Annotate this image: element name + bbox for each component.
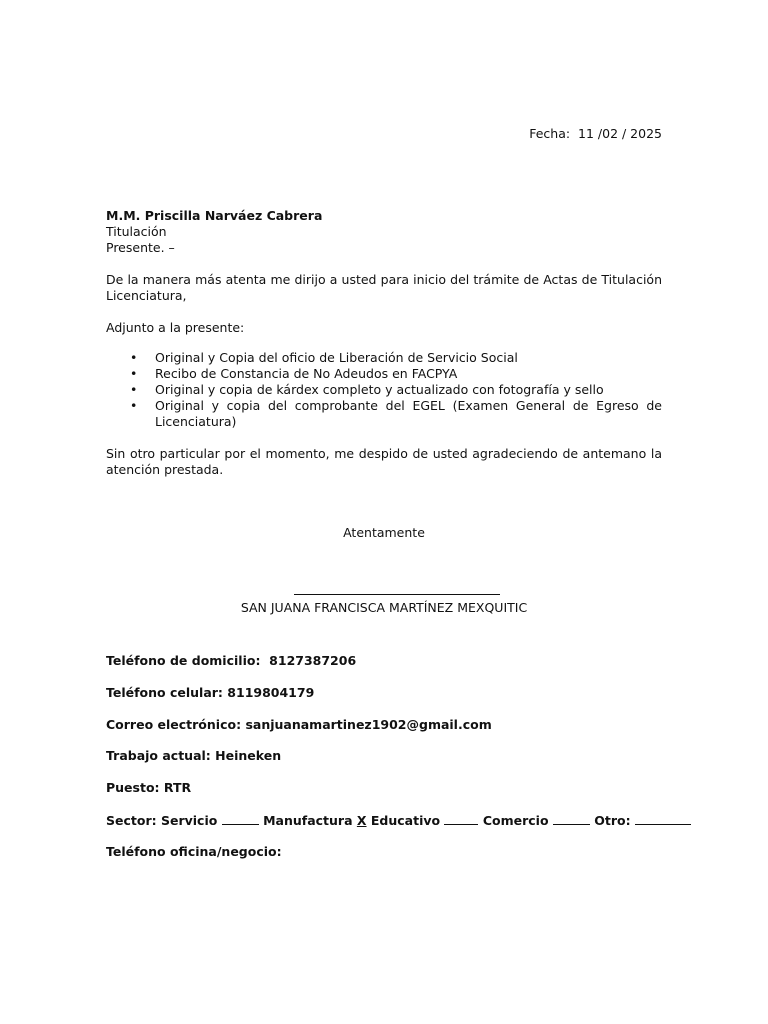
attachment-list-block bbox=[106, 350, 662, 430]
sector-servicio-blank bbox=[222, 812, 259, 825]
cell-phone-row bbox=[106, 685, 314, 701]
recipient-block bbox=[106, 208, 662, 256]
job-value: Heineken bbox=[215, 748, 282, 763]
office-phone-row bbox=[106, 844, 282, 860]
email-label: Correo electrónico: bbox=[106, 717, 242, 732]
position-row bbox=[106, 780, 191, 796]
position-label: Puesto: bbox=[106, 780, 160, 795]
email-row bbox=[106, 717, 492, 733]
position-value: RTR bbox=[163, 780, 192, 795]
sector-servicio: Servicio bbox=[160, 813, 218, 828]
office-phone-label: Teléfono oficina/negocio: bbox=[106, 844, 282, 859]
recipient-department: Titulación bbox=[106, 224, 167, 239]
job-label: Trabajo actual: bbox=[106, 748, 211, 763]
attachment-text: Recibo de Constancia de No Adeudos en FACPYA bbox=[155, 366, 458, 381]
attachment-list bbox=[106, 350, 662, 430]
sector-label: Sector: bbox=[106, 813, 157, 828]
list-item bbox=[106, 366, 662, 382]
list-item bbox=[106, 350, 662, 366]
sector-comercio: Comercio bbox=[482, 813, 549, 828]
email-value: sanjuanamartinez1902@gmail.com bbox=[245, 717, 492, 732]
cell-phone-label: Teléfono celular: bbox=[106, 685, 223, 700]
recipient-name: M.M. Priscilla Narváez Cabrera bbox=[106, 208, 323, 223]
cell-phone-value: 8119804179 bbox=[227, 685, 315, 700]
home-phone-label: Teléfono de domicilio: bbox=[106, 653, 261, 668]
home-phone-row bbox=[106, 653, 356, 669]
sector-otro: Otro: bbox=[594, 813, 631, 828]
bullet-icon: • bbox=[130, 398, 138, 413]
attachment-text: Original y Copia del oficio de Liberación de Servicio Social bbox=[155, 350, 518, 365]
signer-name: SAN JUANA FRANCISCA MARTÍNEZ MEXQUITIC bbox=[240, 600, 528, 615]
list-item bbox=[106, 382, 662, 398]
sector-educativo-blank bbox=[444, 812, 478, 825]
intro-paragraph: De la manera más atenta me dirijo a usted para inicio del trámite de Actas de Titulación Licenciatura, bbox=[106, 272, 662, 303]
job-row bbox=[106, 748, 281, 764]
attachment-text: Original y copia del comprobante del EGEL (Examen General de Egreso de Licenciatura) bbox=[155, 398, 662, 429]
bullet-icon: • bbox=[130, 366, 138, 381]
sector-otro-blank bbox=[635, 812, 691, 825]
list-item bbox=[106, 398, 662, 430]
attachment-text: Original y copia de kárdex completo y actualizado con fotografía y sello bbox=[155, 382, 604, 397]
sector-row bbox=[106, 812, 691, 829]
date-line: Fecha: 11 /02 / 2025 bbox=[529, 126, 662, 141]
attach-heading: Adjunto a la presente: bbox=[106, 320, 245, 335]
closing-paragraph: Sin otro particular por el momento, me despido de usted agradeciendo de antemano la atención prestada. bbox=[106, 446, 662, 477]
bullet-icon: • bbox=[130, 350, 138, 365]
sector-manufactura-mark: X bbox=[356, 813, 367, 828]
sector-educativo: Educativo bbox=[370, 813, 441, 828]
home-phone-value: 8127387206 bbox=[269, 653, 357, 668]
signature-line bbox=[294, 584, 500, 595]
bullet-icon: • bbox=[130, 382, 138, 397]
presente-line: Presente. – bbox=[106, 240, 175, 255]
sector-comercio-blank bbox=[553, 812, 590, 825]
sector-manufactura: Manufactura bbox=[263, 813, 353, 828]
sign-off: Atentamente bbox=[343, 525, 425, 540]
